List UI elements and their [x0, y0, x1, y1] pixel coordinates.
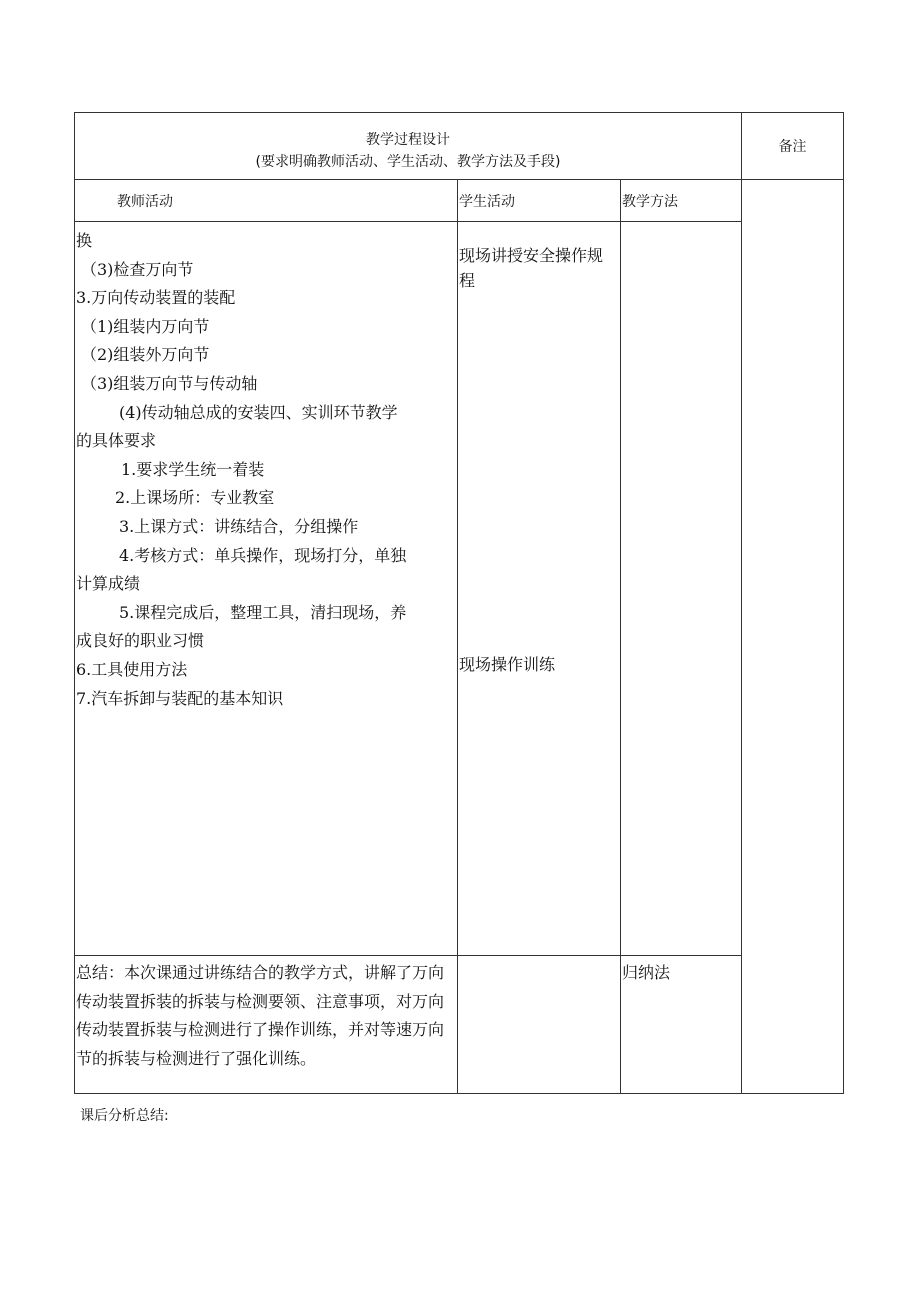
teacher-line: 1.要求学生统一着装: [121, 459, 265, 479]
remarks-cell: [742, 180, 844, 1094]
header-row: [75, 113, 844, 180]
teacher-line: 换: [76, 231, 93, 250]
teacher-line: 3.万向传动装置的装配: [76, 288, 236, 308]
teacher-line: （2)组装外万向节: [81, 345, 210, 365]
student-activity-header: 学生活动: [458, 180, 621, 222]
teacher-line: 6.工具使用方法: [76, 659, 188, 679]
column-header-row: [75, 180, 844, 222]
post-class-analysis-label: 课后分析总结:: [80, 1108, 169, 1124]
summary-row: [75, 956, 844, 1094]
table-subtitle: (要求明确教师活动、学生活动、教学方法及手段): [255, 154, 561, 170]
teacher-line: 计算成绩: [76, 574, 141, 594]
teacher-line: 2.上课场所：专业教室: [115, 488, 275, 508]
teacher-line: （3)检查万向节: [81, 259, 194, 279]
teacher-line: 的具体要求: [76, 431, 157, 451]
student-activity-cell: [458, 222, 621, 956]
summary-cell: [75, 956, 458, 1094]
student-activity-item: 现场讲授安全操作规程: [459, 246, 604, 290]
summary-method: 归纳法: [622, 963, 671, 982]
teacher-line: 5.课程完成后，整理工具，清扫现场，养: [119, 602, 407, 622]
summary-method-cell: [621, 956, 742, 1094]
teacher-activity-header: 教师活动: [75, 180, 458, 222]
summary-student-cell: [458, 956, 621, 1094]
student-activity-item: 现场操作训练: [459, 655, 556, 674]
table-title: 教学过程设计: [366, 132, 451, 148]
teacher-line: 成良好的职业习惯: [76, 631, 205, 651]
teacher-line: (4)传动轴总成的安装四、实训环节教学: [119, 402, 398, 422]
teacher-line: 7.汽车拆卸与装配的基本知识: [76, 688, 284, 708]
content-row: [75, 222, 844, 956]
teaching-method-cell: [621, 222, 742, 956]
teacher-line: （3)组装万向节与传动轴: [81, 373, 258, 393]
teacher-line: （1)组装内万向节: [81, 316, 210, 336]
teacher-line: 3.上课方式：讲练结合，分组操作: [119, 516, 359, 536]
teacher-line: 4.考核方式：单兵操作，现场打分，单独: [119, 545, 407, 565]
teaching-method-header: 教学方法: [621, 180, 742, 222]
teacher-activity-cell: [75, 222, 458, 956]
summary-text: 总结：本次课通过讲练结合的教学方式，讲解了万向传动装置拆装的拆装与检测要领、注意事项，对万向传动装置拆装与检测进行了操作训练，并对等速万向节的拆装与检测进行了强化训练。: [76, 963, 445, 1068]
lesson-plan-table: [74, 112, 844, 1094]
remarks-header: 备注: [742, 113, 844, 180]
header-cell: [75, 113, 742, 180]
